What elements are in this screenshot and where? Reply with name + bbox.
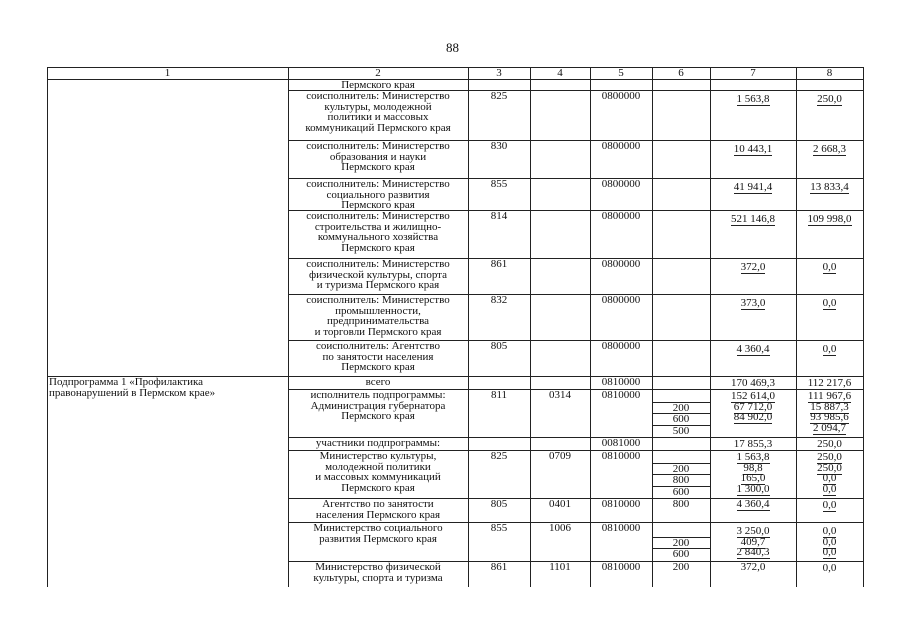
gov-code: 811	[490, 389, 508, 401]
row-description: соисполнитель: Министерство образования и науки Пермского края	[306, 140, 450, 173]
gov-code: 805	[490, 498, 508, 510]
amount-col8: 0,0	[822, 499, 837, 511]
row-description: соисполнитель: Агентство по занятости населения Пермского края	[316, 340, 440, 373]
row-description: соисполнитель: Министерство промышленности, предпринимательства и торговли Пермского края	[306, 294, 450, 338]
amount-col8: 250,0 250,0 0,0 0,0	[817, 451, 842, 495]
amount-col7: 170 469,3	[731, 377, 775, 389]
amount-col7: 1 563,8 98,8 165,0 1 300,0	[736, 451, 770, 495]
target-code: 0810000	[601, 561, 641, 573]
amount-col8: 250,0	[817, 438, 842, 450]
target-code: 0081000	[601, 437, 641, 449]
expense-type-code: 200 600 500	[652, 391, 710, 436]
amount-col7: 521 146,8	[731, 213, 775, 225]
gov-code: 825	[490, 450, 508, 462]
row-description: Министерство физической культуры, спорта и туризма	[313, 561, 443, 584]
amount-col8: 111 967,6 15 887,3 93 985,6 2 094,7	[807, 390, 852, 434]
amount-col7: 372,0	[740, 561, 766, 573]
target-code: 0810000	[601, 498, 641, 510]
gov-code: 855	[490, 522, 508, 534]
amount-col7: 152 614,0 67 712,0 84 902,0	[731, 390, 775, 423]
row-description: исполнитель подпрограммы: Администрация губернатора Пермского края	[310, 389, 446, 422]
amount-col8: 0,0	[822, 562, 837, 574]
amount-col8: 2 668,3	[813, 143, 846, 155]
col-header-2: 2	[375, 67, 381, 79]
expense-type-code: 200 800 600	[652, 452, 710, 497]
row-description: участники подпрограммы:	[315, 437, 441, 449]
expense-type-code: 200	[672, 561, 690, 573]
amount-col7: 3 250,0 409,7 2 840,3	[736, 525, 770, 558]
gov-code: 861	[490, 561, 508, 573]
amount-col8: 0,0 0,0 0,0	[822, 525, 837, 558]
amount-col7: 10 443,1	[733, 143, 773, 155]
row-description: Агентство по занятости населения Пермского края	[315, 498, 441, 521]
target-code: 0800000	[601, 258, 641, 270]
amount-col7: 373,0	[740, 297, 766, 309]
col-header-8: 8	[826, 67, 833, 79]
section-code: 0709	[549, 450, 571, 462]
amount-col7: 4 360,4	[736, 343, 770, 355]
gov-code: 855	[490, 178, 508, 190]
page-number: 88	[446, 40, 459, 55]
amount-col7: 4 360,4	[736, 498, 770, 510]
row-description: соисполнитель: Министерство строительства и жилищно- коммунального хозяйства Пермского края	[306, 210, 450, 254]
amount-col8: 109 998,0	[807, 213, 852, 225]
gov-code: 814	[490, 210, 508, 222]
row-description: всего	[365, 376, 391, 388]
section-code: 1101	[549, 561, 571, 573]
col-header-6: 6	[678, 67, 684, 79]
col-header-5: 5	[618, 67, 624, 79]
col-header-1: 1	[164, 67, 171, 79]
col-header-3: 3	[496, 67, 502, 79]
col-header-7: 7	[750, 67, 756, 79]
col-header-4: 4	[557, 67, 563, 79]
budget-table	[47, 67, 863, 587]
expense-type-code: 800	[672, 498, 690, 510]
target-code: 0800000	[601, 340, 641, 352]
target-code: 0810000	[601, 522, 641, 534]
expense-type-code: 200 600	[652, 526, 710, 560]
amount-col8: 250,0	[817, 93, 842, 105]
amount-col8: 0,0	[822, 261, 837, 273]
row-description: соисполнитель: Министерство социального развития Пермского края	[306, 178, 450, 211]
target-code: 0810000	[601, 389, 641, 401]
target-code: 0800000	[601, 210, 641, 222]
amount-col8: 0,0	[822, 297, 837, 309]
section-code: 0314	[549, 389, 571, 401]
row-description: Министерство социального развития Пермского края	[313, 522, 443, 545]
amount-col7: 1 563,8	[736, 93, 770, 105]
amount-col7: 372,0	[740, 261, 766, 273]
target-code: 0810000	[601, 450, 641, 462]
row-description: соисполнитель: Министерство физической культуры, спорта и туризма Пермского края	[306, 258, 450, 291]
target-code: 0810000	[601, 376, 641, 388]
amount-col8: 13 833,4	[810, 181, 849, 193]
gov-code: 861	[490, 258, 508, 270]
row-description: Пермского края	[341, 79, 415, 91]
amount-col7: 41 941,4	[733, 181, 773, 193]
subprogram-title: Подпрограмма 1 «Профилактика правонарушений в Пермском крае»	[49, 376, 216, 399]
gov-code: 832	[490, 294, 508, 306]
gov-code: 830	[490, 140, 508, 152]
target-code: 0800000	[601, 140, 641, 152]
section-code: 0401	[549, 498, 571, 510]
gov-code: 805	[490, 340, 508, 352]
amount-col8: 0,0	[822, 343, 837, 355]
target-code: 0800000	[601, 294, 641, 306]
amount-col7: 17 855,3	[733, 438, 773, 450]
target-code: 0800000	[601, 90, 641, 102]
target-code: 0800000	[601, 178, 641, 190]
section-code: 1006	[549, 522, 571, 534]
amount-col8: 112 217,6	[807, 377, 852, 389]
gov-code: 825	[490, 90, 508, 102]
row-description: соисполнитель: Министерство культуры, молодежной политики и массовых коммуникаций Пермского края	[305, 90, 451, 134]
row-description: Министерство культуры, молодежной политики и массовых коммуникаций Пермского края	[315, 450, 441, 494]
